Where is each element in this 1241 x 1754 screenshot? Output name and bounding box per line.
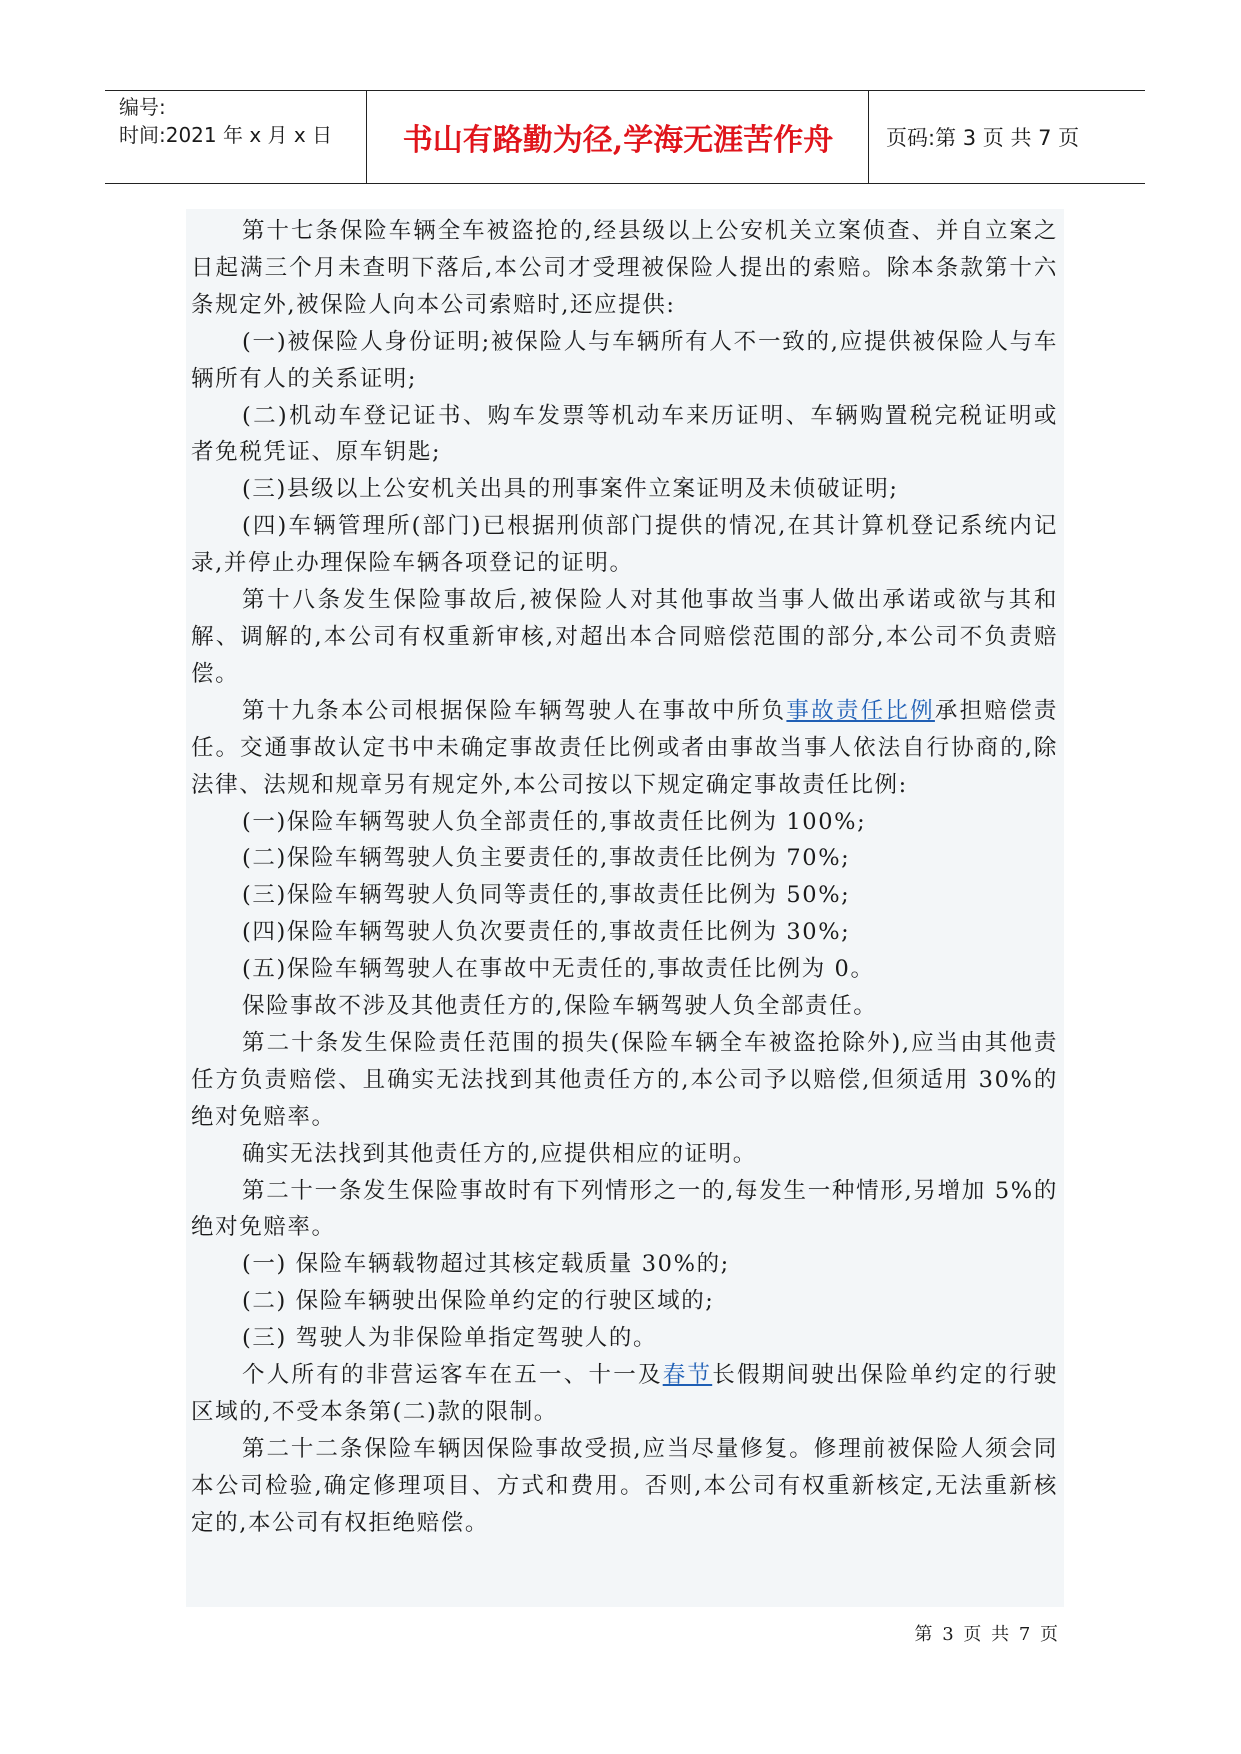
paragraph: (四)车辆管理所(部门)已根据刑侦部门提供的情况,在其计算机登记系统内记录,并停止办理保险车辆各项登记的证明。 bbox=[191, 513, 1058, 577]
paragraph: 保险事故不涉及其他责任方的,保险车辆驾驶人负全部责任。 bbox=[242, 993, 878, 1020]
paragraph: (一) 保险车辆载物超过其核定载质量 30%的; bbox=[242, 1251, 730, 1278]
header-divider bbox=[868, 91, 869, 183]
paragraph: (四)保险车辆驾驶人负次要责任的,事故责任比例为 30%; bbox=[242, 919, 851, 946]
paragraph: 第二十条发生保险责任范围的损失(保险车辆全车被盗抢除外),应当由其他责任方负责赔偿、且确实无法找到其他责任方的,本公司予以赔偿,但须适用 30%的绝对免赔率。 bbox=[191, 1029, 1058, 1130]
paragraph: (三)保险车辆驾驶人负同等责任的,事故责任比例为 50%; bbox=[242, 882, 851, 909]
paragraph: 第十七条保险车辆全车被盗抢的,经县级以上公安机关立案侦查、并自立案之日起满三个月未查明下落后,本公司才受理被保险人提出的索赔。除本条款第十六条规定外,被保险人向本公司索赔时,还应提供: bbox=[191, 218, 1058, 318]
paragraph: (二)机动车登记证书、购车发票等机动车来历证明、车辆购置税完税证明或者免税凭证、原车钥匙; bbox=[191, 402, 1058, 466]
paragraph-text: 个人所有的非营运客车在五一、十一及 bbox=[242, 1362, 663, 1389]
paragraph: (三) 驾驶人为非保险单指定驾驶人的。 bbox=[242, 1325, 658, 1352]
document-body bbox=[186, 209, 1064, 1607]
paragraph: (一)被保险人身份证明;被保险人与车辆所有人不一致的,应提供被保险人与车辆所有人的关系证明; bbox=[191, 328, 1058, 392]
paragraph: (三)县级以上公安机关出具的刑事案件立案证明及未侦破证明; bbox=[242, 476, 899, 503]
spring-festival-link[interactable]: 春节 bbox=[662, 1362, 713, 1389]
page-header bbox=[105, 90, 1145, 184]
accident-liability-ratio-link[interactable]: 事故责任比例 bbox=[786, 697, 935, 724]
paragraph-text: 第十九条本公司根据保险车辆驾驶人在事故中所负 bbox=[242, 697, 787, 724]
header-meta bbox=[119, 93, 367, 149]
paragraph: (五)保险车辆驾驶人在事故中无责任的,事故责任比例为 0。 bbox=[242, 956, 875, 983]
paragraph: 确实无法找到其他责任方的,应提供相应的证明。 bbox=[242, 1140, 757, 1167]
paragraph: 第十八条发生保险事故后,被保险人对其他事故当事人做出承诺或欲与其和解、调解的,本公司有权重新审核,对超出本合同赔偿范围的部分,本公司不负责赔偿。 bbox=[191, 587, 1058, 687]
time-label: 时间:2021 年 x 月 x 日 bbox=[119, 123, 333, 147]
paragraph: 第二十一条发生保险事故时有下列情形之一的,每发生一种情形,另增加 5%的绝对免赔率。 bbox=[191, 1177, 1058, 1241]
paragraph-text: 承担赔偿责任。交通事故认定书中未确定事故责任比例或者由事故当事人依法自行协商的,除法律、法规和规章另有规定外,本公司按以下规定确定事故责任比例: bbox=[191, 697, 1058, 798]
header-page-code: 页码:第 3 页 共 7 页 bbox=[886, 126, 1080, 150]
paragraph-text: 长假期间驶出保险单约定的行驶区域的,不受本条第(二)款的限制。 bbox=[191, 1362, 1059, 1425]
paragraph: 第二十二条保险车辆因保险事故受损,应当尽量修复。修理前被保险人须会同本公司检验,确定修理项目、方式和费用。否则,本公司有权重新核定,无法重新核定的,本公司有权拒绝赔偿。 bbox=[191, 1435, 1058, 1536]
paragraph bbox=[191, 693, 1058, 804]
header-divider bbox=[366, 91, 367, 183]
header-motto: 书山有路勤为径,学海无涯苦作舟 bbox=[402, 123, 834, 158]
page-footer: 第 3 页 共 7 页 bbox=[914, 1624, 1060, 1645]
number-label: 编号: bbox=[119, 95, 166, 119]
paragraph bbox=[191, 1357, 1058, 1431]
paragraph: (一)保险车辆驾驶人负全部责任的,事故责任比例为 100%; bbox=[242, 808, 867, 835]
paragraph: (二) 保险车辆驶出保险单约定的行驶区域的; bbox=[242, 1288, 715, 1315]
paragraph: (二)保险车辆驾驶人负主要责任的,事故责任比例为 70%; bbox=[242, 845, 851, 872]
